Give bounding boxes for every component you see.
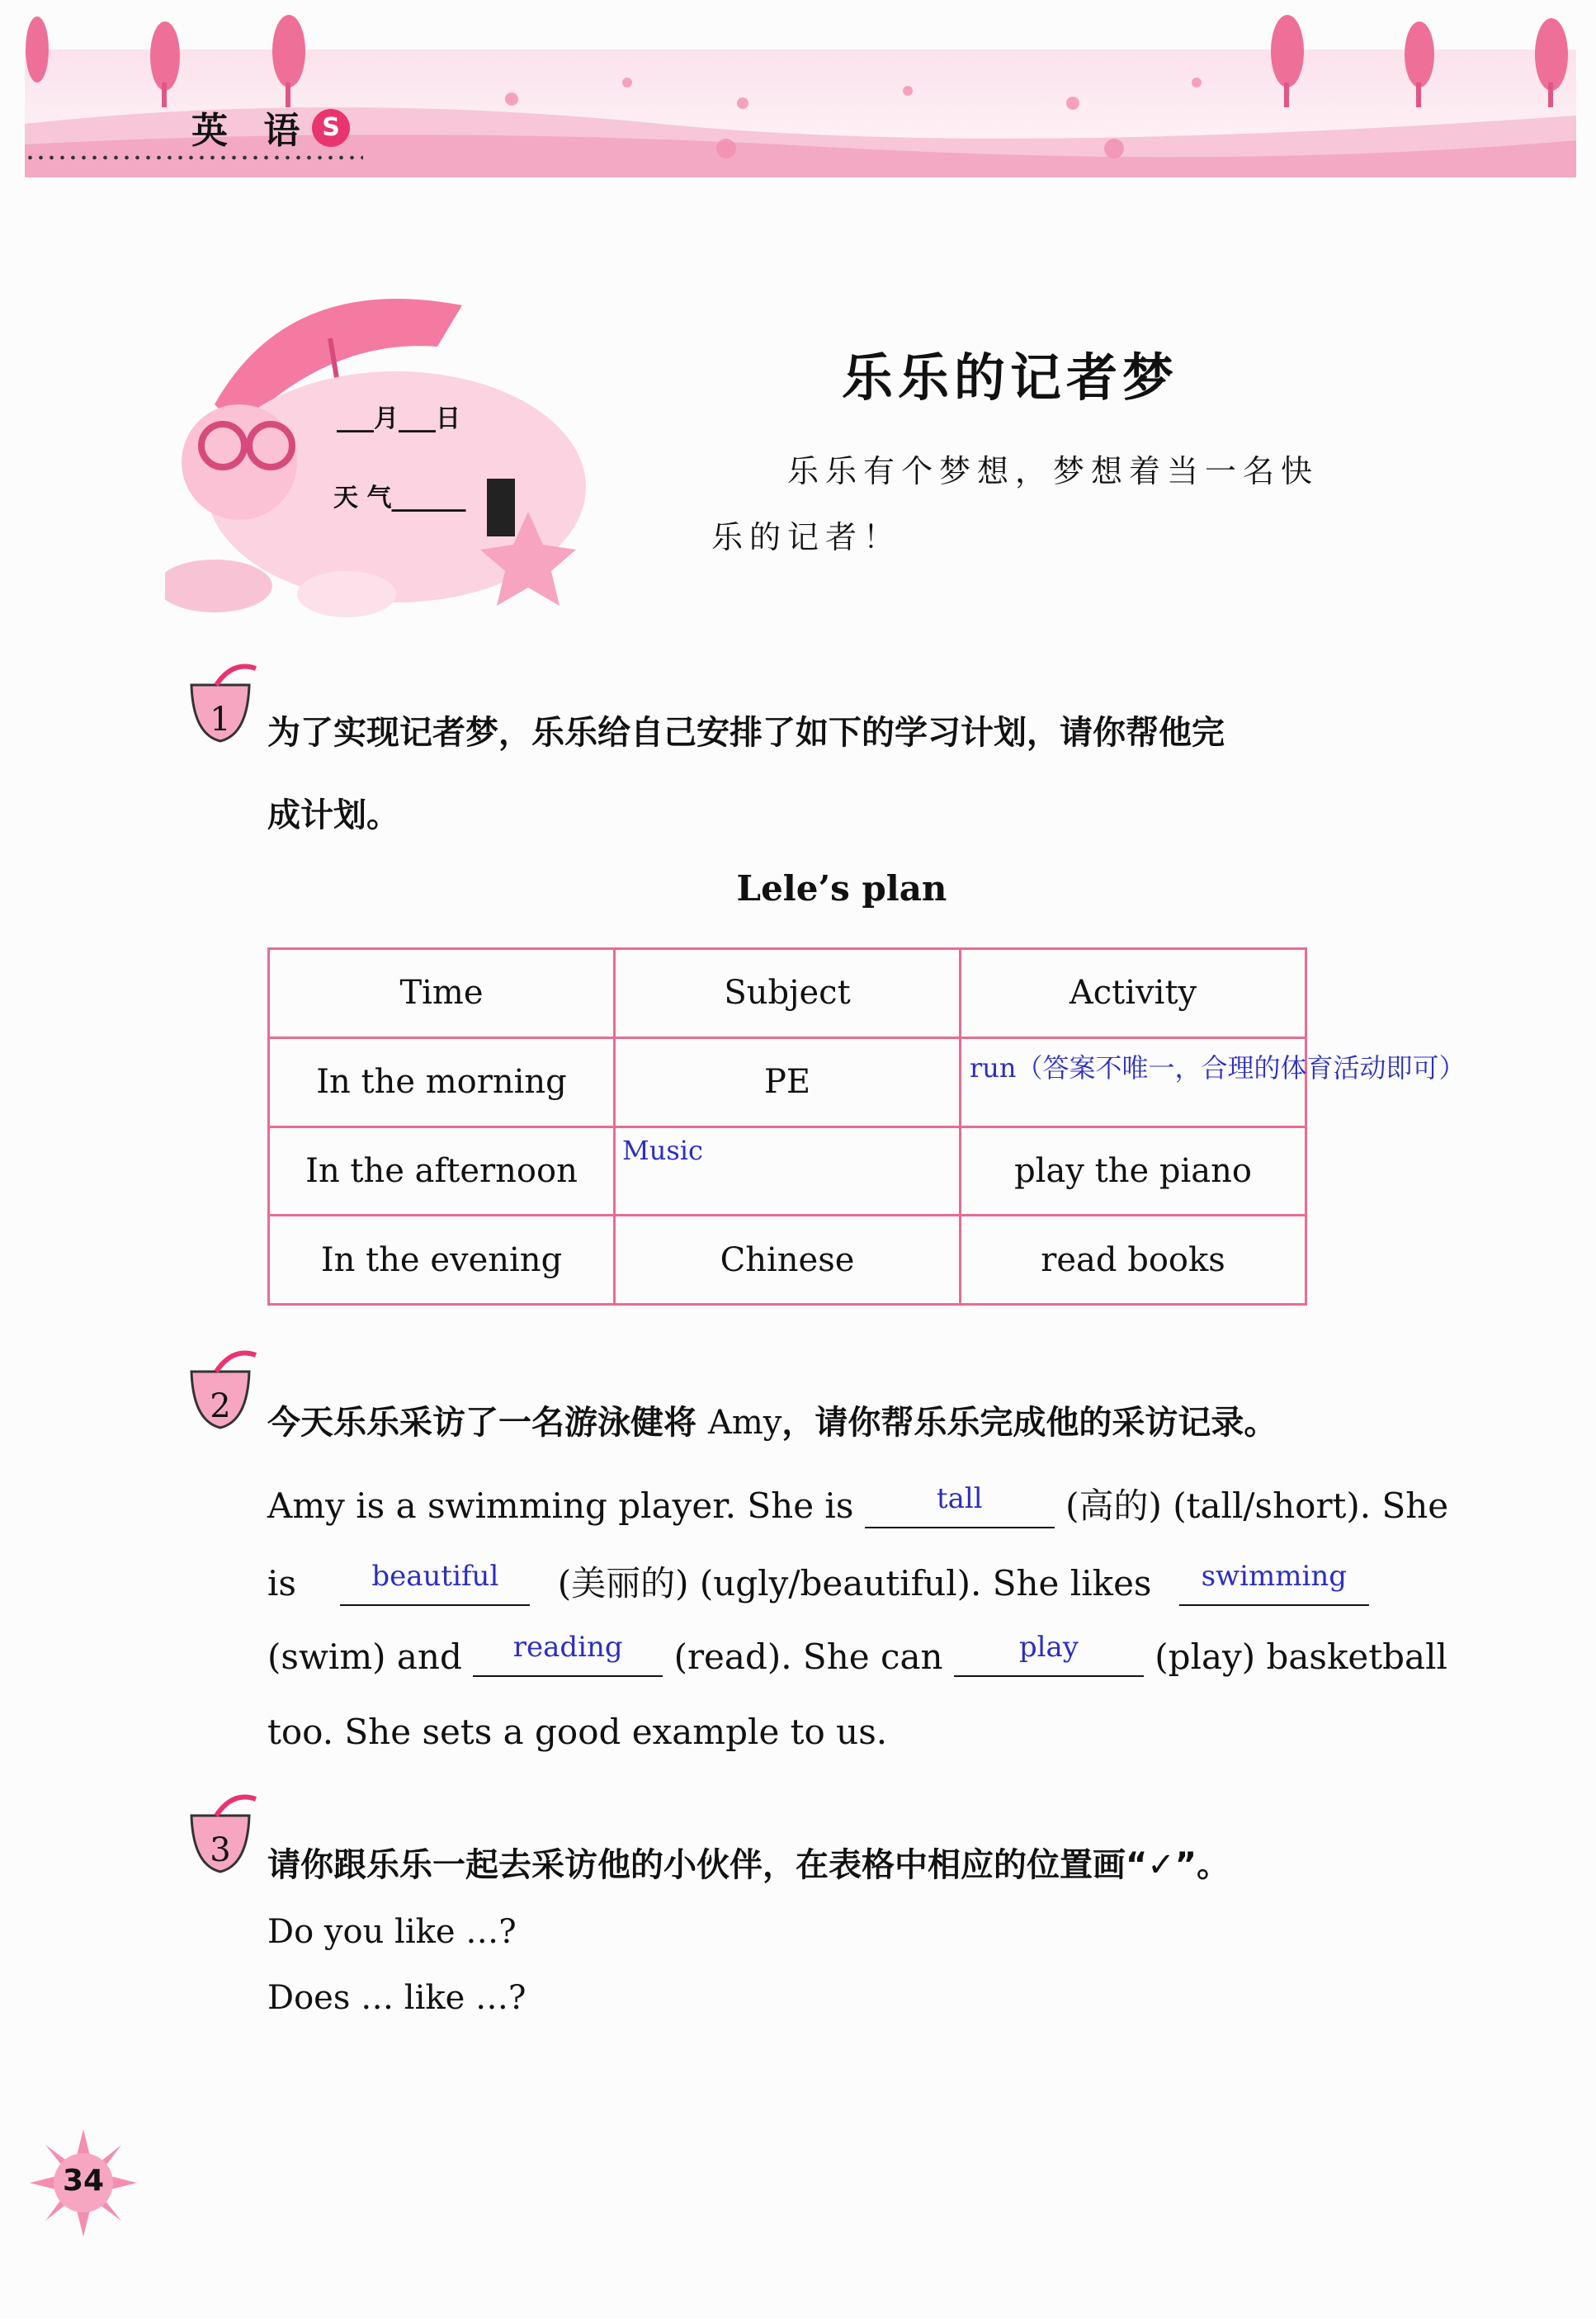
blank-reading[interactable] xyxy=(473,1631,663,1677)
table-row xyxy=(269,1126,1306,1216)
paragraph-line-4: too. She sets a good example to us. xyxy=(267,1712,888,1752)
handwritten-answer: run（答案不唯一，合理的体育活动即可） xyxy=(970,1051,1466,1084)
task-2-instruction-a: 今天乐乐采访了一名游泳健将 xyxy=(267,1404,696,1442)
header-cell-time: Time xyxy=(269,949,615,1038)
header-cell-activity: Activity xyxy=(961,949,1306,1038)
cell-subject-answer[interactable] xyxy=(615,1126,961,1216)
cell-activity-answer[interactable] xyxy=(961,1037,1466,1126)
handwritten-answer: swimming xyxy=(1201,1560,1348,1593)
question-1: Do you like …? xyxy=(267,1913,517,1951)
task-1-number: 1 xyxy=(210,701,231,739)
date-blank: ___月___日 xyxy=(337,404,460,433)
handwritten-answer: reading xyxy=(512,1631,623,1664)
cell-time: In the afternoon xyxy=(269,1126,615,1216)
task-2-number: 2 xyxy=(210,1387,231,1425)
plan-table-title: Lele’s plan xyxy=(736,868,947,909)
paragraph-line-2 xyxy=(267,1556,1369,1606)
text: (play) basketball xyxy=(1155,1637,1447,1677)
weather-blank: 天 气______ xyxy=(333,484,466,512)
task-number-icon xyxy=(183,1791,257,1882)
task-3-instruction: 请你跟乐乐一起去采访他的小伙伴，在表格中相应的位置画“✓”。 xyxy=(267,1846,1230,1884)
handwritten-answer: tall xyxy=(936,1482,983,1515)
text: Amy is a swimming player. She is xyxy=(267,1485,854,1526)
blank-play[interactable] xyxy=(954,1631,1144,1677)
cell-time: In the evening xyxy=(269,1216,615,1305)
text: is xyxy=(267,1563,296,1603)
task-3-number: 3 xyxy=(210,1831,231,1869)
blank-beautiful[interactable] xyxy=(340,1560,530,1606)
page-number: 34 xyxy=(62,2164,105,2198)
task-1-instruction-line-1: 为了实现记者梦，乐乐给自己安排了如下的学习计划，请你帮他完 xyxy=(267,714,1225,752)
cell-activity: read books xyxy=(961,1216,1306,1305)
cell-subject: Chinese xyxy=(615,1216,961,1305)
page-title: 乐乐的记者梦 xyxy=(842,347,1179,408)
text: (高的) (tall/short). She xyxy=(1065,1485,1449,1526)
text: (swim) and xyxy=(267,1637,462,1677)
task-number-icon xyxy=(183,1347,257,1438)
task-2-instruction-b: ，请你帮乐乐完成他的采访记录。 xyxy=(781,1404,1277,1442)
task-2-instruction xyxy=(267,1396,1277,1443)
cell-subject: PE xyxy=(615,1037,961,1126)
task-1-instruction-line-2: 成计划。 xyxy=(267,796,399,834)
question-2: Does … like …? xyxy=(267,1979,526,2017)
intro-text-line-2: 乐的记者！ xyxy=(711,519,902,555)
plan-table xyxy=(267,947,1466,1306)
pink-mascot-illustration xyxy=(165,239,594,635)
handwritten-answer: beautiful xyxy=(371,1560,499,1593)
header-cell-subject: Subject xyxy=(615,949,961,1038)
text: (read). She can xyxy=(673,1637,943,1677)
task-2-name: Amy xyxy=(707,1404,782,1442)
blank-tall[interactable] xyxy=(865,1482,1055,1528)
table-header-row xyxy=(269,949,1306,1038)
table-row xyxy=(269,1037,1306,1126)
header-banner xyxy=(0,0,1596,190)
handwritten-answer: play xyxy=(1018,1631,1079,1664)
cell-activity: play the piano xyxy=(961,1126,1306,1216)
blank-swimming[interactable] xyxy=(1179,1560,1369,1606)
handwritten-answer: Music xyxy=(622,1134,703,1166)
subject-label: 英 语 xyxy=(191,110,312,152)
paragraph-line-1 xyxy=(267,1479,1448,1528)
header-dotted-rule xyxy=(25,155,363,160)
table-row xyxy=(269,1216,1306,1305)
edition-badge: S xyxy=(312,109,350,147)
paragraph-line-3 xyxy=(267,1631,1447,1677)
intro-text-line-1: 乐乐有个梦想，梦想着当一名快 xyxy=(787,453,1320,489)
cell-time: In the morning xyxy=(269,1037,615,1126)
text: (美丽的) (ugly/beautiful). She likes xyxy=(557,1563,1152,1603)
task-number-icon xyxy=(183,660,257,751)
